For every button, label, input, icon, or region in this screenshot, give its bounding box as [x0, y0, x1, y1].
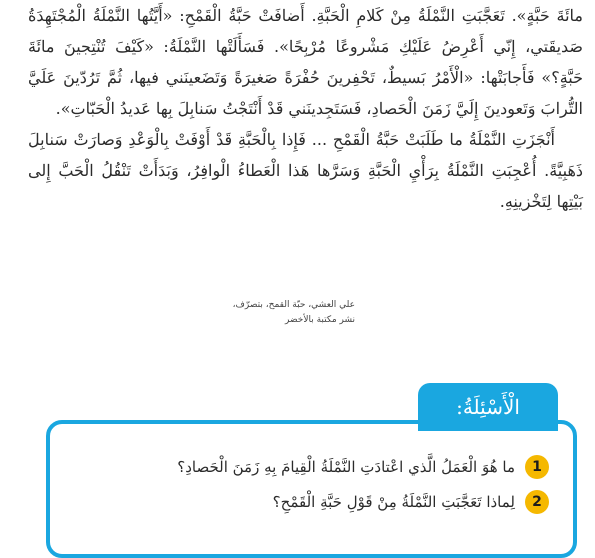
question-text: لِماذا تَعَجَّبَتِ النَّمْلَةُ مِنْ قَوْلِ حَبَّةِ الْقَمْحِ؟: [272, 493, 515, 511]
credit-line-1: علي العشي، حبّة القمح، بتصرّف،: [232, 300, 355, 310]
source-credit: [205, 298, 355, 328]
credit-line-2: نشر مكتبة بالأخضر: [285, 315, 355, 325]
question-item-2: [273, 490, 549, 514]
story-paragraph-2: أَنْجَزَتِ النَّمْلَةُ ما طَلَبَتْ حَبَّةُ الْقَمْحِ ... فَإِذا بِالْحَبَّةِ قَدْ أَوْفَتْ بِالْوَعْدِ وَصارَتْ سَنابِلَ ذَهَبِيَّةً. أُعْجِبَتِ النَّمْلَةُ بِرَأْيِ الْحَبَّةِ وَسَرَّها هَذا الْعَطاءُ الْوافِرُ، وَبَدَأَتْ تَنْقُلُ الْحَبَّ إِلى بَيْتِها لِتَخْزينِهِ.: [28, 130, 583, 211]
story-paragraph-1: مائَةَ حَبَّةٍ». تَعَجَّبَتِ النَّمْلَةُ مِنْ كَلامِ الْحَبَّةِ. أَضافَتْ حَبَّةُ الْقَمْحِ: «أَيَّتُها النَّمْلَةُ الْمُجْتَهِدَةُ صَديقَتي، إِنّي أَعْرِضُ عَلَيْكِ مَشْروعًا مُرْبِحًا». فَسَأَلَتْها النَّمْلَةُ: «كَيْفَ تُنْتِجينَ مائَةَ حَبَّةٍ؟» فَأَجابَتْها: «الْأَمْرُ بَسيطٌ، تَحْفِرينَ حُفْرَةً صَغيرَةً وَتَضَعينَني فيها، ثُمَّ تَرُدّينَ عَلَيَّ التُّرابَ وَتَعودينَ إِلَيَّ زَمَنَ الْحَصادِ، فَسَتَجِدينَني قَدْ أَنْتَجْتُ سَنابِلَ بِها عَديدُ الْحَبّاتِ».: [28, 6, 583, 118]
question-text: ما هُوَ الْعَمَلُ الَّذي اعْتادَتِ النَّمْلَةُ الْقِيامَ بِهِ زَمَنَ الْحَصادِ؟: [177, 458, 515, 476]
question-item-1: [177, 455, 549, 479]
story-text: [28, 0, 583, 217]
question-number-badge: 1: [525, 455, 549, 479]
question-number-badge: 2: [525, 490, 549, 514]
questions-heading: الْأَسْئِلَةُ:: [418, 383, 558, 431]
questions-box: [46, 420, 577, 558]
